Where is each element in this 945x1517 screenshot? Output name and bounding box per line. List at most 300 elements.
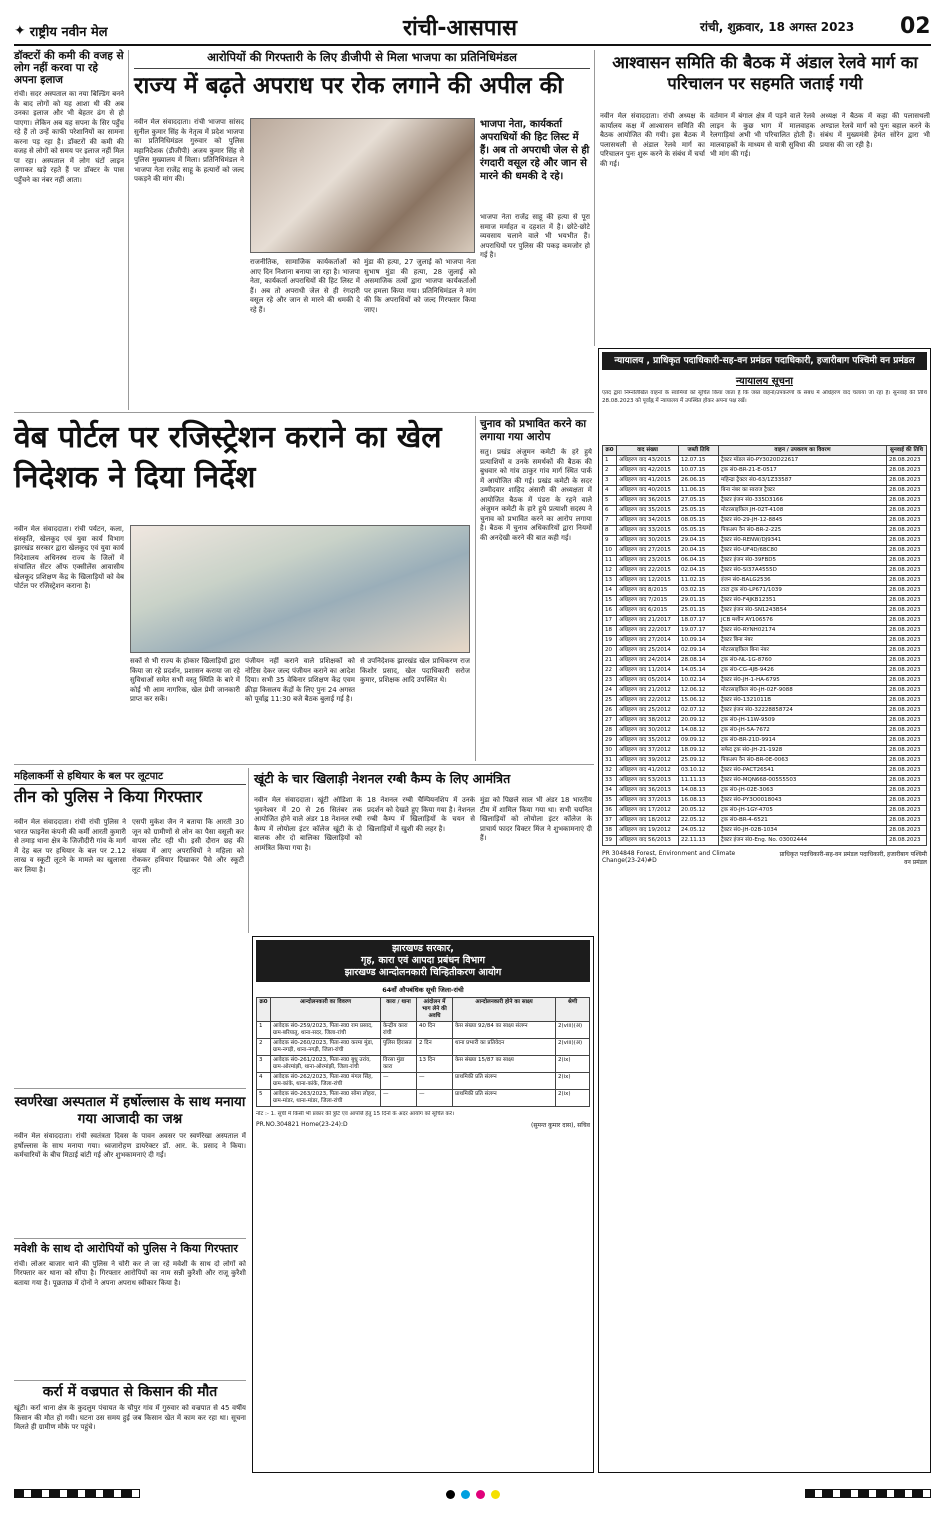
table-cell: 22 xyxy=(603,666,617,676)
table-cell: 25.01.15 xyxy=(679,606,719,616)
checker-square xyxy=(86,1489,95,1498)
table-cell: अधिहरण वाद 37/2013 xyxy=(617,796,679,806)
table-cell: — xyxy=(417,1073,453,1090)
checker-square xyxy=(922,1489,931,1498)
registration-dot xyxy=(446,1490,455,1499)
table-cell: अधिहरण वाद 42/2015 xyxy=(617,466,679,476)
checker-pattern-right xyxy=(805,1489,931,1498)
registration-dots xyxy=(443,1484,503,1503)
table-cell: बिना नंबर का स्वराज ट्रैक्टर xyxy=(719,486,887,496)
cattle-body: रांची। लोअर बाजार थाने की पुलिस ने चोरी कर ले जा रहे मवेशी के साथ दो लोगों को गिरफ्तार कर थाना को सौंपा है। गिरफ्तार आरोपियों का नाम सन्नी कुरैशी और राजू कुरैशी बताया गया है। पूछताछ में दोनों ने अपना अपराध स्वीकार किया है। xyxy=(14,1259,246,1287)
table-cell: पिकअप वैन सं0-BR-2-225 xyxy=(719,526,887,536)
table-cell: 08.05.15 xyxy=(679,516,719,526)
table-cell: ट्रैक्टर सं0-RYNH02174 xyxy=(719,626,887,636)
table-cell: अधिहरण वाद 39/2012 xyxy=(617,756,679,766)
table-row xyxy=(603,706,927,716)
table-row xyxy=(603,456,927,466)
table-row xyxy=(257,1073,590,1090)
table-cell: अधिहरण वाद 7/2015 xyxy=(617,596,679,606)
table-cell: ट्रैक्टर सं0-UF4D/6BC80 xyxy=(719,546,887,556)
table-row xyxy=(603,736,927,746)
checker-square xyxy=(59,1489,68,1498)
rugby-body-b: 18 नेशनल रग्बी चैम्पियनशिप में उनके प्रदर्शन को देखते हुए किया गया है। नेशनल रग्बी कैम्प में खिलाड़ियों के चयन से खिलाड़ियों में खुशी की लहर है। xyxy=(367,796,475,833)
table-cell: 28.08.2023 xyxy=(887,646,927,656)
table-cell: 28.08.2023 xyxy=(887,626,927,636)
table-row xyxy=(603,476,927,486)
table-cell: ट्रक सं0-JH-11W-9509 xyxy=(719,716,887,726)
notice-subtitle: 64वाँ औपबंधिक सूची जिला-रांची xyxy=(382,986,464,994)
table-cell: मोटरसाइकिल बिना नंबर xyxy=(719,646,887,656)
table-cell: अधिहरण वाद 36/2015 xyxy=(617,496,679,506)
table-cell: अधिहरण वाद 35/2012 xyxy=(617,736,679,746)
section-title: रांची-आसपास xyxy=(403,16,517,41)
table-cell: अधिहरण वाद 12/2015 xyxy=(617,576,679,586)
table-row xyxy=(257,1090,590,1107)
hospital-story xyxy=(14,1094,246,1212)
table-cell: पुलिस हिरासत xyxy=(381,1039,417,1056)
table-cell: 28.08.2023 xyxy=(887,666,927,676)
table-row xyxy=(603,506,927,516)
table-cell: 28.08.2023 xyxy=(887,506,927,516)
table-cell: 23 xyxy=(603,676,617,686)
table-cell: ट्रैक्टर सं0-MQN668-00555503 xyxy=(719,776,887,786)
checker-square xyxy=(113,1489,122,1498)
table-cell: अधिहरण वाद 40/2015 xyxy=(617,486,679,496)
table-cell: 36 xyxy=(603,806,617,816)
table-header: कारा / थाना xyxy=(381,998,417,1022)
table-cell: अधिहरण वाद 23/2015 xyxy=(617,556,679,566)
notice-line3: झारखण्ड आन्दोलनकारी चिन्हितीकरण आयोग xyxy=(344,967,502,978)
notice-line1: झारखण्ड सरकार, xyxy=(392,943,454,954)
checker-square xyxy=(859,1489,868,1498)
column-divider xyxy=(248,768,249,933)
table-cell: 28.08.2023 xyxy=(887,726,927,736)
column-divider xyxy=(475,416,476,761)
table-cell: 10.09.14 xyxy=(679,636,719,646)
table-cell: 38 xyxy=(603,826,617,836)
table-cell: अधिहरण वाद 17/2012 xyxy=(617,806,679,816)
table-cell: 20.04.15 xyxy=(679,546,719,556)
table-cell: अधिहरण वाद 41/2015 xyxy=(617,476,679,486)
table-row xyxy=(603,566,927,576)
table-row xyxy=(603,636,927,646)
table-cell: अधिहरण वाद 24/2014 xyxy=(617,656,679,666)
table-cell: 28.08.14 xyxy=(679,656,719,666)
table-cell: आवेदक सं0-259/2023, पिता-स्व0 राम प्रसाद, ग्राम-बरियातू, थाना-सदर, जिला-रांची xyxy=(271,1022,381,1039)
table-header: वाद संख्या xyxy=(617,446,679,456)
table-cell: 14.08.13 xyxy=(679,786,719,796)
table-cell: 30 xyxy=(603,746,617,756)
table-cell: 28.08.2023 xyxy=(887,696,927,706)
table-cell: ट्रक सं0-CG-4JB-9426 xyxy=(719,666,887,676)
table-row xyxy=(603,516,927,526)
checker-square xyxy=(131,1489,140,1498)
rugby-body-a: नवीन मेल संवाददाता। खूंटी ओडिशा के भुवनेश्वर में 20 से 26 सितंबर तक आयोजित होने वाले अंडर 18 नेशनल रग्बी कैम्प में लोयोला इंटर कॉलेज खूंटी के दो बालक और दो बालिका खिलाड़ियों को आमंत्रित किया गया है। xyxy=(254,796,362,852)
table-cell: 28.08.2023 xyxy=(887,776,927,786)
checker-square xyxy=(877,1489,886,1498)
jharkhand-notice xyxy=(252,936,594,1473)
table-cell: अधिहरण वाद 25/2012 xyxy=(617,706,679,716)
table-cell: 9 xyxy=(603,536,617,546)
robbery-headline: तीन को पुलिस ने किया गिरफ्तार xyxy=(14,787,203,806)
table-cell: 4 xyxy=(603,486,617,496)
forest-notice-table xyxy=(602,445,927,846)
table-cell: अधिहरण वाद 22/2017 xyxy=(617,626,679,636)
top-story-pullquote: भाजपा नेता, कार्यकर्ता अपराधियों की हिट लिस्ट में हैं। अब तो अपराधी जेल से ही रंगदारी वसूल रहे और जान से मारने की धमकी दे रहे। xyxy=(480,119,590,182)
cattle-headline: मवेशी के साथ दो आरोपियों को पुलिस ने किया गिरफ्तार xyxy=(14,1242,238,1255)
table-cell: 28.08.2023 xyxy=(887,746,927,756)
table-header: वाहन / उपकरण का विवरण xyxy=(719,446,887,456)
table-cell: ट्रक सं0-JH-1GY-4705 xyxy=(719,806,887,816)
table-cell: ट्रैक्टर इंजन सं0-32228858724 xyxy=(719,706,887,716)
table-row xyxy=(603,746,927,756)
table-row xyxy=(603,496,927,506)
right-top-body-c: अध्यक्ष ने बैठक में कहा की पलासथली अण्डाल रेलवे मार्ग को पुनः बहाल करने के संबंध में मुख्यमंत्री हेमंत सोरेन द्वारा भी प्रयास की जा रही है। xyxy=(820,112,930,149)
table-row xyxy=(603,716,927,726)
table-cell: 19 xyxy=(603,636,617,646)
top-story-headline: राज्य में बढ़ते अपराध पर रोक लगाने की अपील की xyxy=(134,73,564,99)
table-row xyxy=(603,556,927,566)
table-cell: 25 xyxy=(603,696,617,706)
table-cell: 28.08.2023 xyxy=(887,546,927,556)
table-cell: 17 xyxy=(603,616,617,626)
table-cell: अधिहरण वाद 25/2014 xyxy=(617,646,679,656)
table-cell: 2(viii)(अ) xyxy=(556,1039,590,1056)
table-cell: 06.04.15 xyxy=(679,556,719,566)
robbery-body-a: नवीन मेल संवाददाता। रांची रांची पुलिस ने भारत फाइनेंस कंपनी की कर्मी आरती कुमारी से तमाड़ थाना क्षेत्र के जिजीदीरी गांव के मार्ग में देह बल पर हथियार के बल पर 2.12 लाख व स्कूटी लूटने के मामले का खुलासा कर लिया है। xyxy=(14,818,126,874)
table-row xyxy=(603,816,927,826)
notice-footer-note: नोट :- 1. सूची में किसी भी प्रकार की त्रुटि एवं आपत्ति हेतु 15 दिनों के अंदर आयोग को सूचित करें। xyxy=(256,1111,455,1117)
table-cell: 24.05.12 xyxy=(679,826,719,836)
table-cell: अधिहरण वाद 27/2014 xyxy=(617,636,679,646)
table-cell: टाटा ट्रक सं0-LP671/1039 xyxy=(719,586,887,596)
table-cell: 13 दिन xyxy=(417,1056,453,1073)
right-top-body-b: वर्तमान में बंगाल क्षेत्र में पड़ने वाले रेलवे लाइन के कुछ भाग में मालवाहक रेलगाड़ियां अभी भी परिचालित होती हैं। मालवाहकों के माध्यम से यात्री सुविधा की भी मांग की गई। xyxy=(710,112,815,158)
table-cell: ट्रक सं0-BR-21-E-0517 xyxy=(719,466,887,476)
table-cell: थाना प्रभारी का प्रतिवेदन xyxy=(453,1039,556,1056)
table-cell: 11 xyxy=(603,556,617,566)
column-divider xyxy=(128,50,129,410)
table-cell: 2(ix) xyxy=(556,1090,590,1107)
table-cell: ट्रैक्टर सं0-PY3O0018043 xyxy=(719,796,887,806)
table-cell: अधिहरण वाद 43/2015 xyxy=(617,456,679,466)
table-cell: 28.08.2023 xyxy=(887,766,927,776)
rugby-headline: खूंटी के चार खिलाड़ी नेशनल रग्बी कैम्प के लिए आमंत्रित xyxy=(254,771,511,786)
forest-pr-number: PR 304848 Forest, Environment and Climate Change(23-24)#D xyxy=(602,850,736,864)
table-cell: 02.07.12 xyxy=(679,706,719,716)
sports-photo xyxy=(130,525,470,653)
table-cell: ट्रैक्टर सं0-JH-02B-1034 xyxy=(719,826,887,836)
table-cell: 18 xyxy=(603,626,617,636)
table-cell: मोटरसाइकिल सं0-JH-02F-9088 xyxy=(719,686,887,696)
table-cell: 2(ix) xyxy=(556,1056,590,1073)
table-cell: 15 xyxy=(603,596,617,606)
table-row xyxy=(603,726,927,736)
table-cell: ट्रक सं0-JH-5A-7672 xyxy=(719,726,887,736)
top-story-body-a: नवीन मेल संवाददाता। रांची भाजपा सांसद सुनील कुमार सिंह के नेतृत्व में प्रदेश भाजपा का प्रतिनिधिमंडल गुरुवार को पुलिस महानिदेशक (डीजीपी) अजय कुमार सिंह से पुलिस मुख्यालय में मिला। प्रतिनिधिमंडल ने भाजपा नेता राजेंद्र साहू के हत्यारों को जल्द पकड़ने की मांग की। xyxy=(134,118,244,183)
robbery-story xyxy=(14,768,246,806)
sports-body-b: सकों से भी राज्य के होकार खिलाड़ियों द्वारा किया जा रहे प्रदर्शन, प्रशासन कराया जा रहे सुविधाओं समेत सभी वस्तु स्थिति के बारे में कोई भी आम नागरिक, खेल प्रेमी जानकारी प्राप्त कर सकें। xyxy=(130,657,240,703)
table-cell: ट्रक सं0-NL-1G-8760 xyxy=(719,656,887,666)
forest-notice xyxy=(598,348,931,1473)
notice-header xyxy=(256,940,590,982)
checker-square xyxy=(122,1489,131,1498)
table-cell: ट्रैक्टर सं0-29-JH-12-8845 xyxy=(719,516,887,526)
table-cell: 03.10.12 xyxy=(679,766,719,776)
table-cell: 2 दिन xyxy=(417,1039,453,1056)
table-cell: 28.08.2023 xyxy=(887,656,927,666)
table-header: आंदोलन में भाग लेने की अवधि xyxy=(417,998,453,1022)
table-row xyxy=(603,656,927,666)
checker-square xyxy=(32,1489,41,1498)
table-cell: 3 xyxy=(257,1056,271,1073)
table-cell: 2(ix) xyxy=(556,1073,590,1090)
checker-square xyxy=(68,1489,77,1498)
table-cell: 28.08.2023 xyxy=(887,556,927,566)
checker-square xyxy=(50,1489,59,1498)
page-number: 02 xyxy=(900,14,931,39)
table-cell: प्राथमिकी प्रति संलग्न xyxy=(453,1090,556,1107)
table-cell: 28.08.2023 xyxy=(887,486,927,496)
cattle-story xyxy=(14,1243,246,1360)
table-row xyxy=(603,826,927,836)
table-cell: 39 xyxy=(603,836,617,846)
checker-square xyxy=(904,1489,913,1498)
table-cell: 02.09.14 xyxy=(679,646,719,656)
table-cell: अधिहरण वाद 27/2015 xyxy=(617,546,679,556)
table-cell: ट्रक सं0-JH-02E-3063 xyxy=(719,786,887,796)
table-cell: 28.08.2023 xyxy=(887,736,927,746)
table-cell: अधिहरण वाद 05/2014 xyxy=(617,676,679,686)
table-row xyxy=(603,806,927,816)
right-top-story xyxy=(600,52,930,94)
notice-line2: गृह, कारा एवं आपदा प्रबंधन विभाग xyxy=(361,955,485,966)
table-cell: 34 xyxy=(603,786,617,796)
table-cell: 19.07.17 xyxy=(679,626,719,636)
table-row xyxy=(603,626,927,636)
table-cell: 28.08.2023 xyxy=(887,786,927,796)
table-cell: ट्रैक्टर मॉडल सं0-PY3020D22617 xyxy=(719,456,887,466)
table-cell: 4 xyxy=(257,1073,271,1090)
table-cell: 03.02.15 xyxy=(679,586,719,596)
table-cell: 14.08.12 xyxy=(679,726,719,736)
top-story-body-d: भाजपा नेता राजेंद्र साहू की हत्या से पूरा समाज मर्माहत व दहशत में है। छोटे-छोटे व्यवसाय चलाने वाले भी भयभीत हैं। अपराधियों पर पुलिस की पकड़ कमजोर हो गई है। xyxy=(480,213,590,259)
table-cell: अधिहरण वाद 18/2012 xyxy=(617,816,679,826)
section-rule xyxy=(14,1380,246,1381)
registration-bar xyxy=(14,1486,931,1500)
table-header: सुनवाई की तिथि xyxy=(887,446,927,456)
table-cell: 28.08.2023 xyxy=(887,756,927,766)
table-cell: 33 xyxy=(603,776,617,786)
table-row xyxy=(603,486,927,496)
table-cell: अधिहरण वाद 19/2012 xyxy=(617,826,679,836)
table-cell: 28.08.2023 xyxy=(887,836,927,846)
section-rule xyxy=(14,764,594,765)
masthead-rule xyxy=(14,44,931,46)
table-cell: 10.07.15 xyxy=(679,466,719,476)
table-cell: 18.09.12 xyxy=(679,746,719,756)
section-rule xyxy=(14,1238,246,1239)
checker-square xyxy=(814,1489,823,1498)
table-cell: 28.08.2023 xyxy=(887,476,927,486)
table-cell: 31 xyxy=(603,756,617,766)
checker-pattern-left xyxy=(14,1489,140,1498)
table-cell: अधिहरण वाद 41/2012 xyxy=(617,766,679,776)
registration-dot xyxy=(491,1490,500,1499)
forest-notice-title: न्यायालय , प्राधिकृत पदाधिकारी-सह-वन प्रमंडल पदाधिकारी, हजारीबाग पश्चिमी वन प्रमंडल xyxy=(602,352,927,370)
left-column-story xyxy=(14,50,124,420)
table-cell: 27.05.15 xyxy=(679,496,719,506)
table-cell: अधिहरण वाद 36/2013 xyxy=(617,786,679,796)
checker-square xyxy=(823,1489,832,1498)
right-top-body-a: नवीन मेल संवाददाता। रांची अध्यक्ष के कार्यालय कक्ष में आश्वासन समिति की बैठक आयोजित की गयी। इस बैठक में पलासथली से अंडाल रेलवे मार्ग का परिचालन पुनः शुरू करने के संबंध में चर्चा की गई। xyxy=(600,112,705,168)
table-cell: अधिहरण वाद 8/2015 xyxy=(617,586,679,596)
table-header: आन्दोलनकारी होने का साक्ष्य xyxy=(453,998,556,1022)
table-cell: 28.08.2023 xyxy=(887,706,927,716)
lightning-story xyxy=(14,1384,246,1474)
table-cell: 27 xyxy=(603,716,617,726)
table-cell: केस संख्या 15/87 का साक्ष्य xyxy=(453,1056,556,1073)
table-cell: 3 xyxy=(603,476,617,486)
table-cell: 16.08.13 xyxy=(679,796,719,806)
table-cell: अधिहरण वाद 33/2015 xyxy=(617,526,679,536)
table-cell: 37 xyxy=(603,816,617,826)
jharkhand-notice-table xyxy=(256,997,590,1107)
table-cell: 14 xyxy=(603,586,617,596)
table-cell: ट्रक सं0-BR-21D-9914 xyxy=(719,736,887,746)
table-cell: 28.08.2023 xyxy=(887,686,927,696)
table-cell: 28.08.2023 xyxy=(887,516,927,526)
table-cell: अधिहरण वाद 35/2015 xyxy=(617,506,679,516)
table-cell: 7 xyxy=(603,516,617,526)
top-story-kicker: आरोपियों की गिरफ्तारी के लिए डीजीपी से मिला भाजपा का प्रतिनिधिमंडल xyxy=(134,50,590,69)
table-cell: 10 xyxy=(603,546,617,556)
table-cell: सफेद ट्रक सं0-JH-21-1928 xyxy=(719,746,887,756)
table-header: आन्दोलनकारी का विवरण xyxy=(271,998,381,1022)
table-header: क्र0 xyxy=(603,446,617,456)
election-body: सतु। प्रखंड अंजुमन कमेटी के हरे हुये प्रत्याशियों व उनके समर्थकों की बैठक की बुधवार को गांव ठाकुर गांव मार्ग स्थित पार्क में आयोजित की गई। प्रखंड कमेटी के सदर उम्मीदवार शाहिद अंसारी की अध्यक्षता में आयोजित बैठक में पंडरा के रहने वाले अंजुमन कमेटी के हारे हुये प्रत्याशी सदस्य ने चुनाव को प्रभावित करने का आरोप लगाया है। बैठक में चुनाव अधिकारियों द्वारा नियमों की अनदेखी करने की बात कही गई। xyxy=(480,448,592,542)
table-row xyxy=(603,756,927,766)
table-cell: अधिहरण वाद 56/2013 xyxy=(617,836,679,846)
table-cell: 26 xyxy=(603,706,617,716)
table-cell: 11.11.13 xyxy=(679,776,719,786)
table-cell: ट्रैक्टर सं0-PACT26541 xyxy=(719,766,887,776)
table-cell: — xyxy=(381,1090,417,1107)
table-row xyxy=(603,526,927,536)
table-cell: आवेदक सं0-260/2023, पिता-स्व0 करमा मुंडा, ग्राम-नगड़ी, थाना-नगड़ी, जिला-रांची xyxy=(271,1039,381,1056)
robbery-kicker: महिलाकर्मी से हथियार के बल पर लूटपाट xyxy=(14,768,246,785)
election-story xyxy=(480,418,592,753)
registration-dot xyxy=(461,1490,470,1499)
table-cell: ट्रैक्टर इंजन सं0-39FBD5 xyxy=(719,556,887,566)
checker-square xyxy=(14,1489,23,1498)
table-cell: 11.06.15 xyxy=(679,486,719,496)
table-cell: अधिहरण वाद 38/2012 xyxy=(617,716,679,726)
table-cell: 21 xyxy=(603,656,617,666)
table-cell: 28.08.2023 xyxy=(887,636,927,646)
section-rule xyxy=(14,412,594,413)
table-cell: अधिहरण वाद 6/2015 xyxy=(617,606,679,616)
table-cell: 1 xyxy=(257,1022,271,1039)
table-cell: 28.08.2023 xyxy=(887,826,927,836)
table-cell: 26.06.15 xyxy=(679,476,719,486)
table-cell: — xyxy=(417,1090,453,1107)
section-rule xyxy=(14,1088,246,1089)
table-cell: अधिहरण वाद 21/2012 xyxy=(617,686,679,696)
table-cell: 12.07.15 xyxy=(679,456,719,466)
table-cell: महिन्द्रा ट्रैक्टर सं0-63/1Z33587 xyxy=(719,476,887,486)
table-cell: आवेदक सं0-261/2023, पिता-स्व0 बुधु उरांव, ग्राम-ओरमांझी, थाना-ओरमांझी, जिला-रांची xyxy=(271,1056,381,1073)
table-cell: 2 xyxy=(603,466,617,476)
checker-square xyxy=(41,1489,50,1498)
logo-icon: ✦ xyxy=(14,23,26,39)
table-cell: ट्रैक्टर बिना नंबर xyxy=(719,636,887,646)
table-header-row xyxy=(257,998,590,1022)
table-cell: अधिहरण वाद 30/2015 xyxy=(617,536,679,546)
table-cell: 15.06.12 xyxy=(679,696,719,706)
paper-name: राष्ट्रीय नवीन मेल xyxy=(29,25,108,40)
table-cell: 2(viii)(अ) xyxy=(556,1022,590,1039)
table-cell: प्राथमिकी प्रति संलग्न xyxy=(453,1073,556,1090)
table-cell: 28.08.2023 xyxy=(887,816,927,826)
table-cell: ट्रैक्टर इंजन सं0-335D3166 xyxy=(719,496,887,506)
table-cell: — xyxy=(381,1073,417,1090)
checker-square xyxy=(805,1489,814,1498)
table-row xyxy=(257,1022,590,1039)
election-headline: चुनाव को प्रभावित करने का लगाया गया आरोप xyxy=(480,418,587,443)
table-cell: अधिहरण वाद 22/2015 xyxy=(617,566,679,576)
table-cell: 29.04.15 xyxy=(679,536,719,546)
table-cell: 6 xyxy=(603,506,617,516)
table-cell: 20.05.12 xyxy=(679,806,719,816)
left-headline: डॉक्टरों की कमी की वजह से लोग नहीं करवा पा रहे अपना इलाज xyxy=(14,50,124,87)
table-row xyxy=(603,576,927,586)
table-cell: 16 xyxy=(603,606,617,616)
table-cell: 5 xyxy=(257,1090,271,1107)
checker-square xyxy=(23,1489,32,1498)
table-cell: अधिहरण वाद 37/2012 xyxy=(617,746,679,756)
table-cell: 12 xyxy=(603,566,617,576)
notice-signatory: (सुमन्त कुमार दास), सचिव xyxy=(531,1122,590,1129)
table-cell: 28.08.2023 xyxy=(887,456,927,466)
forest-notice-intro: एतद द्वारा निम्नलिखित वाहनों के स्वामियों को सूचित किया जाता है कि जब्त वाहनों/उपकरणों के संबंध में अधिहरण वाद चलाया जा रहा है। सुनवाई की तिथि 28.08.2023 को पूर्वाह्न में न्यायालय में उपस्थित होकर अपना पक्ष रखें। xyxy=(602,390,927,404)
top-story xyxy=(134,50,590,99)
table-cell: 29.01.15 xyxy=(679,596,719,606)
table-cell: इंजन सं0-BALG2536 xyxy=(719,576,887,586)
table-row xyxy=(603,466,927,476)
table-row xyxy=(603,786,927,796)
table-cell: 28 xyxy=(603,726,617,736)
right-top-headline: आश्वासन समिति की बैठक में अंडाल रेलवे मार्ग का परिचालन पर सहमति जताई गयी xyxy=(612,53,918,93)
table-row xyxy=(603,686,927,696)
table-cell: मोटरसाइकिल JH-02T-4108 xyxy=(719,506,887,516)
table-cell: 2 xyxy=(257,1039,271,1056)
table-cell: 20.09.12 xyxy=(679,716,719,726)
top-story-photo xyxy=(250,118,475,253)
forest-signatory: प्राधिकृत पदाधिकारी-सह-वन प्रमंडल पदाधिकारी, हजारीबाग पश्चिमी वन प्रमंडल xyxy=(779,851,927,866)
table-cell: 28.08.2023 xyxy=(887,566,927,576)
table-cell: आवेदक सं0-263/2023, पिता-स्व0 सोमा लोहरा, ग्राम-मांडर, थाना-मांडर, जिला-रांची xyxy=(271,1090,381,1107)
checker-square xyxy=(104,1489,113,1498)
table-cell: 14.05.14 xyxy=(679,666,719,676)
table-cell: 24 xyxy=(603,686,617,696)
table-header-row xyxy=(603,446,927,456)
table-cell: अधिहरण वाद 34/2015 xyxy=(617,516,679,526)
table-cell: 25.09.12 xyxy=(679,756,719,766)
table-cell: 35 xyxy=(603,796,617,806)
checker-square xyxy=(850,1489,859,1498)
table-header: जब्ती तिथि xyxy=(679,446,719,456)
